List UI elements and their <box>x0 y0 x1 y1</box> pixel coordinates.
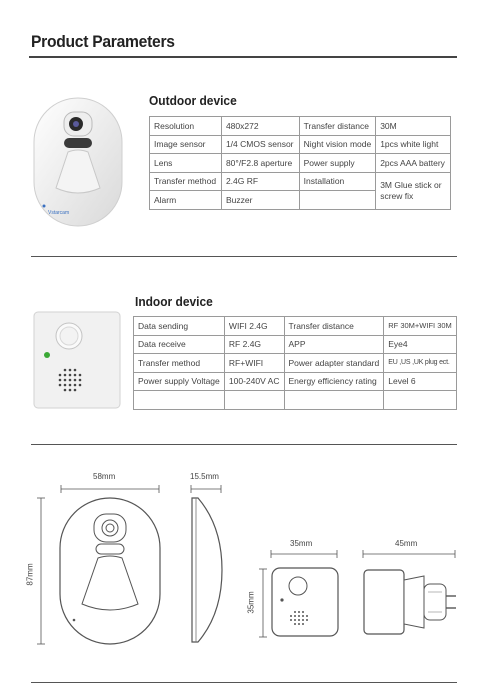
outdoor-spec-table <box>149 116 451 210</box>
section-divider <box>31 682 457 683</box>
spec-value: 2.4G RF <box>221 172 299 191</box>
table-row <box>134 391 457 410</box>
spec-value: 2pcs AAA battery <box>376 154 451 173</box>
indoor-spec-table <box>133 316 457 410</box>
spec-value: 480x272 <box>221 117 299 136</box>
spec-value: Buzzer <box>221 191 299 210</box>
outdoor-width-dimension-line <box>60 484 160 494</box>
spec-label: Power supply Voltage <box>134 372 225 391</box>
spec-value: 100-240V AC <box>224 372 284 391</box>
table-row <box>134 317 457 336</box>
spec-value: EU ,US ,UK plug ect. <box>384 354 457 373</box>
spec-value: WIFI 2.4G <box>224 317 284 336</box>
outdoor-depth-dimension-line <box>190 484 222 494</box>
spec-empty <box>134 391 225 410</box>
indoor-device-image <box>32 310 122 410</box>
spec-value: Eye4 <box>384 335 457 354</box>
spec-value: 30M <box>376 117 451 136</box>
outdoor-depth-label: 15.5mm <box>190 472 219 481</box>
spec-label: Alarm <box>150 191 222 210</box>
spec-empty <box>284 391 384 410</box>
outdoor-device-image <box>30 96 126 230</box>
spec-value: 1pcs white light <box>376 135 451 154</box>
spec-label: Transfer method <box>150 172 222 191</box>
table-row <box>150 154 451 173</box>
spec-value: 80°/F2.8 aperture <box>221 154 299 173</box>
table-row <box>134 354 457 373</box>
spec-empty <box>384 391 457 410</box>
table-row <box>134 335 457 354</box>
outdoor-width-label: 58mm <box>93 472 116 481</box>
spec-value: RF 2.4G <box>224 335 284 354</box>
outdoor-device-side-drawing <box>190 496 224 644</box>
table-row <box>150 135 451 154</box>
spec-empty <box>299 191 376 210</box>
spec-label: Night vision mode <box>299 135 376 154</box>
outdoor-height-label: 87mm <box>25 563 35 586</box>
spec-label: Resolution <box>150 117 222 136</box>
spec-value: RF 30M+WIFI 30M <box>384 317 457 336</box>
spec-label: Transfer distance <box>299 117 376 136</box>
section-divider <box>31 256 457 257</box>
indoor-device-front-drawing <box>270 566 340 638</box>
indoor-width-label: 35mm <box>290 539 313 548</box>
spec-value: 1/4 CMOS sensor <box>221 135 299 154</box>
table-row <box>134 372 457 391</box>
spec-value: 3M Glue stick or screw fix <box>376 172 451 209</box>
section-divider <box>31 444 457 445</box>
indoor-height-label: 35mm <box>246 591 256 614</box>
table-row <box>150 172 451 191</box>
table-row <box>150 117 451 136</box>
indoor-device-side-drawing <box>362 566 458 638</box>
spec-label: Transfer method <box>134 354 225 373</box>
indoor-depth-label: 45mm <box>395 539 418 548</box>
indoor-depth-dimension-line <box>362 549 456 559</box>
indoor-section-title: Indoor device <box>135 294 213 309</box>
outdoor-device-front-drawing <box>58 496 162 646</box>
spec-label: APP <box>284 335 384 354</box>
spec-label: Data receive <box>134 335 225 354</box>
title-divider <box>29 56 457 58</box>
indoor-width-dimension-line <box>270 549 338 559</box>
spec-label: Power adapter standard <box>284 354 384 373</box>
spec-label: Power supply <box>299 154 376 173</box>
spec-label: Energy efficiency rating <box>284 372 384 391</box>
indoor-height-dimension-line <box>258 568 268 638</box>
spec-label: Image sensor <box>150 135 222 154</box>
spec-empty <box>224 391 284 410</box>
outdoor-height-dimension-line <box>36 497 46 645</box>
spec-label: Installation <box>299 172 376 191</box>
spec-label: Transfer distance <box>284 317 384 336</box>
outdoor-section-title: Outdoor device <box>149 93 237 108</box>
spec-label: Data sending <box>134 317 225 336</box>
spec-value: Level 6 <box>384 372 457 391</box>
spec-value: RF+WIFI <box>224 354 284 373</box>
page-title: Product Parameters <box>31 32 175 51</box>
spec-label: Lens <box>150 154 222 173</box>
svg-text:Vstarcam: Vstarcam <box>48 210 70 216</box>
